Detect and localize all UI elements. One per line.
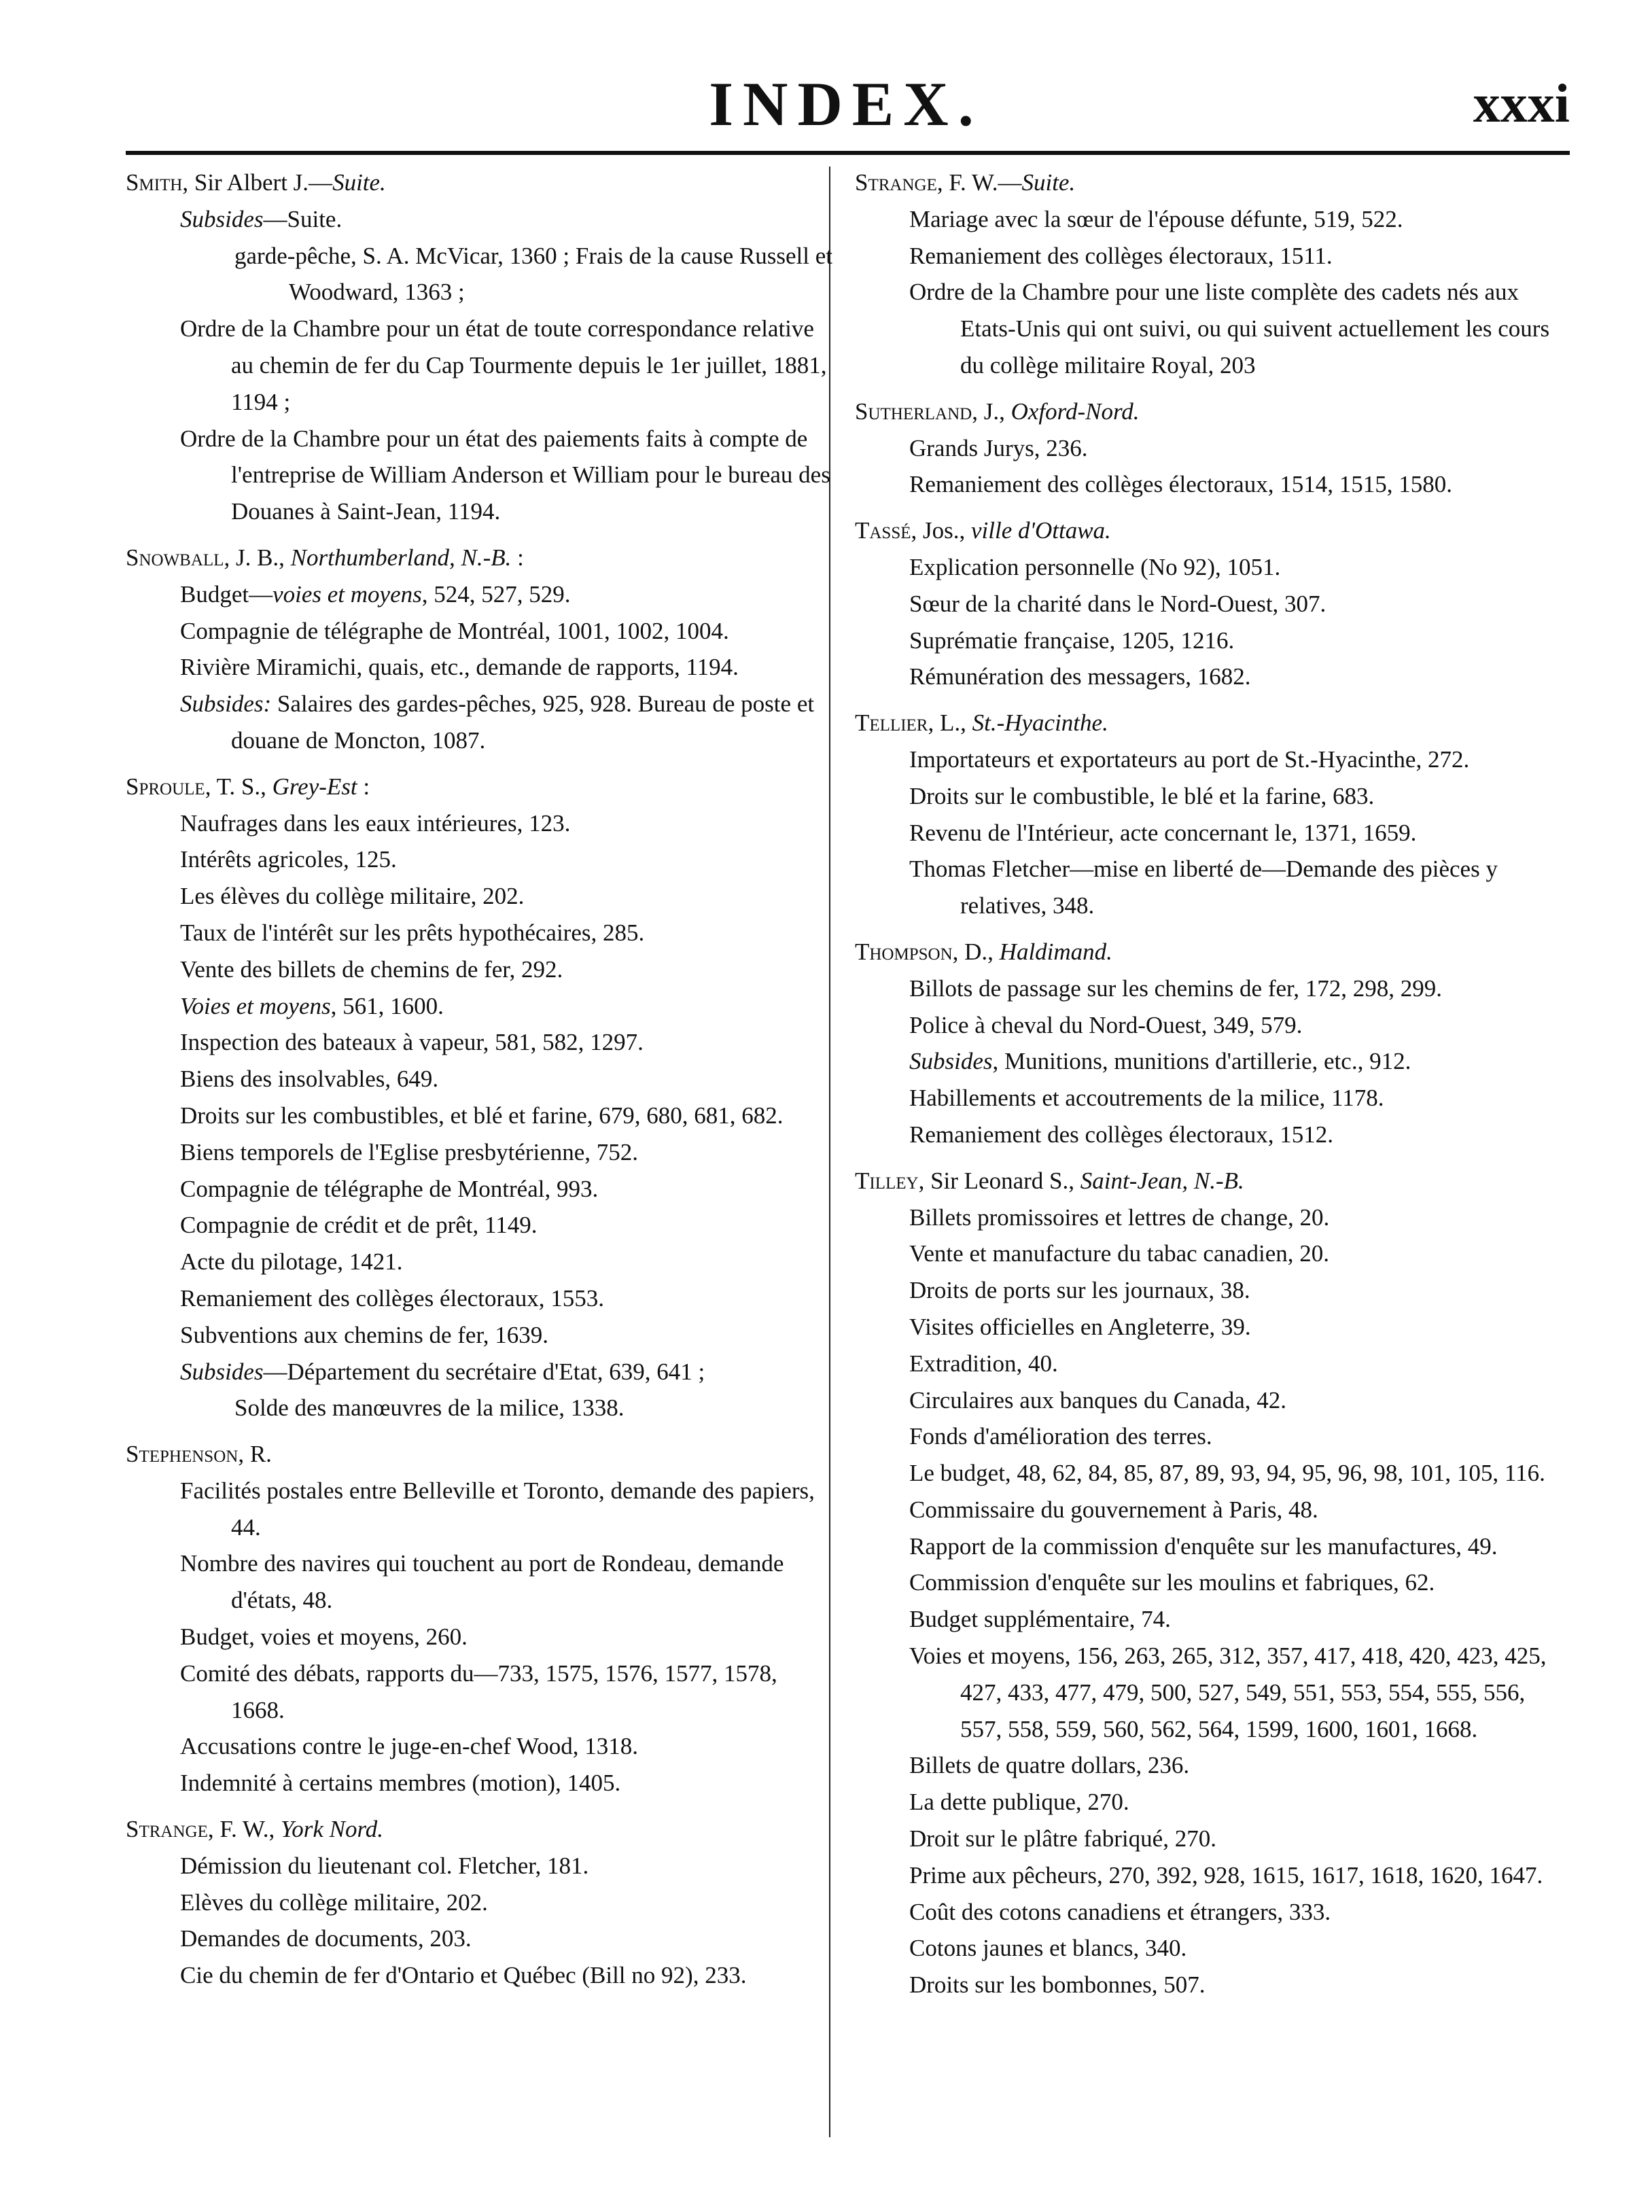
index-item: Explication personnelle (No 92), 1051. [909, 553, 1281, 580]
subsides-suite: —Suite. [263, 205, 342, 232]
entry-heading [126, 1436, 832, 1473]
index-item: Droits de ports sur les journaux, 38. [909, 1277, 1250, 1304]
suite-marker: Suite. [1021, 169, 1076, 196]
index-item [126, 988, 832, 1025]
index-item: Elèves du collège militaire, 202. [180, 1889, 488, 1916]
index-item: Taux de l'intérêt sur les prêts hypothécaires, 285. [180, 919, 645, 946]
index-item: Commissaire du gouvernement à Paris, 48. [909, 1496, 1318, 1523]
riding-name: York Nord. [280, 1816, 384, 1843]
index-item: Droits sur le combustible, le blé et la farine, 683. [909, 782, 1375, 809]
member-given-name: , T. S., [205, 773, 273, 800]
member-given-name: , D., [952, 938, 1000, 965]
index-entry-sutherland [855, 393, 1562, 503]
member-given-name: , F. W.— [936, 169, 1022, 196]
page-title: INDEX. [709, 69, 983, 139]
member-name: Sutherland [855, 398, 972, 425]
index-item: Mariage avec la sœur de l'épouse défunte, 519, 522. [909, 205, 1403, 232]
entry-heading [126, 1811, 832, 1848]
member-given-name: , F. W., [207, 1816, 281, 1843]
index-item: Billots de passage sur les chemins de fer, 172, 298, 299. [909, 975, 1443, 1002]
member-name: Sproule [126, 773, 205, 800]
riding-name: Haldimand. [999, 938, 1112, 965]
riding-name: Saint-Jean, N.-B. [1080, 1167, 1244, 1194]
entry-heading [855, 393, 1562, 430]
page-header [122, 68, 1570, 143]
entry-heading [126, 164, 832, 201]
index-item: Droits sur les bombonnes, 507. [909, 1971, 1206, 1999]
index-item: Sœur de la charité dans le Nord-Ouest, 307. [909, 590, 1326, 617]
index-item: Rapport de la commission d'enquête sur les manufactures, 49. [909, 1532, 1498, 1560]
index-item: Comité des débats, rapports du—733, 1575, 1576, 1577, 1578, 1668. [180, 1660, 777, 1723]
index-item: Rémunération des messagers, 1682. [909, 663, 1251, 690]
index-item: Ordre de la Chambre pour un état des paiements faits à compte de l'entreprise de William Anderson et William pour le bureau des Douanes à Saint-Jean, 1194. [180, 425, 830, 525]
member-name: Tassé [855, 517, 911, 544]
member-name: Strange [855, 169, 937, 196]
heading-punct: : [511, 544, 524, 571]
index-item: Droits sur les combustibles, et blé et farine, 679, 680, 681, 682. [180, 1102, 784, 1129]
member-name: Tellier [855, 709, 928, 737]
index-entry-stephenson [126, 1436, 832, 1802]
index-item: Visites officielles en Angleterre, 39. [909, 1313, 1251, 1340]
index-entry-thompson [855, 934, 1562, 1153]
index-item: garde-pêche, S. A. McVicar, 1360 ; Frais de la cause Russell et Woodward, 1363 ; [234, 242, 832, 306]
index-entry-strange-suite [855, 164, 1562, 384]
right-column [855, 164, 1562, 2013]
member-given-name: , L., [928, 709, 972, 737]
index-item: Extradition, 40. [909, 1350, 1058, 1377]
index-item [126, 686, 832, 759]
index-entry-strange [126, 1811, 832, 1994]
riding-name: ville d'Ottawa. [971, 517, 1111, 544]
index-item: Droit sur le plâtre fabriqué, 270. [909, 1825, 1216, 1853]
index-item: Cie du chemin de fer d'Ontario et Québec (Bill no 92), 233. [180, 1962, 747, 1989]
page-number: xxxi [1473, 74, 1570, 134]
member-name: Thompson [855, 938, 953, 965]
item-rest: , Munitions, munitions d'artillerie, etc., 912. [992, 1048, 1411, 1075]
index-item: Importateurs et exportateurs au port de St.-Hyacinthe, 272. [909, 745, 1470, 773]
index-item: Circulaires aux banques du Canada, 42. [909, 1386, 1286, 1414]
index-item: Fonds d'amélioration des terres. [909, 1423, 1212, 1450]
member-given-name: , Jos., [911, 517, 972, 544]
index-item: Police à cheval du Nord-Ouest, 349, 579. [909, 1011, 1303, 1038]
index-item: Remaniement des collèges électoraux, 1512. [909, 1121, 1333, 1148]
index-item: Nombre des navires qui touchent au port de Rondeau, demande d'états, 48. [180, 1550, 784, 1614]
index-entry-tellier [855, 705, 1562, 924]
item-lead: Budget— [180, 580, 273, 608]
member-name: Snowball [126, 544, 224, 571]
index-item [126, 1354, 832, 1390]
index-item: Biens des insolvables, 649. [180, 1066, 439, 1093]
item-rest: —Département du secrétaire d'Etat, 639, 641 ; [263, 1358, 705, 1385]
index-item: Ordre de la Chambre pour une liste complète des cadets nés aux Etats-Unis qui ont suivi, ou qui suivent actuellement les cours du collège militaire Royal, 203 [909, 279, 1550, 379]
heading-punct: : [357, 773, 370, 800]
index-item: Budget supplémentaire, 74. [909, 1606, 1171, 1633]
member-name: Smith [126, 169, 183, 196]
index-item: Revenu de l'Intérieur, acte concernant le, 1371, 1659. [909, 819, 1417, 846]
entry-heading [126, 540, 832, 576]
index-item: Inspection des bateaux à vapeur, 581, 582, 1297. [180, 1029, 644, 1056]
member-name: Stephenson [126, 1441, 239, 1468]
entry-heading [855, 934, 1562, 970]
entry-heading [855, 512, 1562, 549]
index-item: Habillements et accoutrements de la milice, 1178. [909, 1085, 1384, 1112]
index-item: Intérêts agricoles, 125. [180, 846, 397, 873]
item-rest: , 561, 1600. [330, 992, 444, 1019]
left-column [126, 164, 832, 2003]
index-item: Remaniement des collèges électoraux, 1514, 1515, 1580. [909, 471, 1452, 498]
riding-name: Grey-Est [272, 773, 357, 800]
index-item [126, 576, 832, 613]
index-entry-tasse [855, 512, 1562, 695]
index-item: La dette publique, 270. [909, 1789, 1129, 1816]
index-entry-snowball [126, 540, 832, 759]
index-item: Ordre de la Chambre pour un état de toute correspondance relative au chemin de fer du Cap Tourmente depuis le 1er juillet, 1881, 1194 ; [180, 315, 827, 415]
index-item: Cotons jaunes et blancs, 340. [909, 1935, 1187, 1962]
index-item: Accusations contre le juge-en-chef Wood, 1318. [180, 1733, 638, 1760]
index-item-continuation: Solde des manœuvres de la milice, 1338. [234, 1394, 625, 1422]
index-item: Acte du pilotage, 1421. [180, 1248, 403, 1276]
item-lead-italic: voies et moyens [273, 580, 422, 608]
item-rest: , 524, 527, 529. [421, 580, 571, 608]
index-item: Vente des billets de chemins de fer, 292. [180, 955, 563, 983]
header-rule [126, 151, 1570, 155]
index-item: Grands Jurys, 236. [909, 434, 1088, 461]
member-name: Tilley [855, 1167, 919, 1194]
index-entry-tilley [855, 1163, 1562, 2003]
item-lead-italic: Subsides: [180, 690, 272, 718]
index-item: Rivière Miramichi, quais, etc., demande de rapports, 1194. [180, 654, 739, 681]
index-item: Biens temporels de l'Eglise presbytérienne, 752. [180, 1138, 639, 1165]
index-item: Vente et manufacture du tabac canadien, 20. [909, 1240, 1330, 1267]
index-item: Le budget, 48, 62, 84, 85, 87, 89, 93, 94, 95, 96, 98, 101, 105, 116. [909, 1460, 1545, 1487]
index-item: Demandes de documents, 203. [180, 1925, 472, 1952]
riding-name: St.-Hyacinthe. [972, 709, 1108, 737]
entry-heading [855, 164, 1562, 201]
member-name: Strange [126, 1816, 208, 1843]
subsides-label: Subsides [180, 205, 264, 232]
member-given-name: , J. B., [224, 544, 291, 571]
index-item: Indemnité à certains membres (motion), 1405. [180, 1770, 621, 1797]
index-item: Démission du lieutenant col. Fletcher, 181. [180, 1852, 589, 1879]
index-item: Budget, voies et moyens, 260. [180, 1623, 468, 1651]
index-item: Commission d'enquête sur les moulins et fabriques, 62. [909, 1569, 1435, 1596]
item-lead-italic: Subsides [180, 1358, 264, 1385]
index-entry-sproule [126, 769, 832, 1426]
index-item: Remaniement des collèges électoraux, 1553. [180, 1284, 604, 1312]
index-item: Compagnie de crédit et de prêt, 1149. [180, 1212, 538, 1239]
index-item: Suprématie française, 1205, 1216. [909, 627, 1235, 654]
item-lead-italic: Voies et moyens [180, 992, 331, 1019]
member-given-name: , R. [238, 1441, 272, 1468]
index-item: Prime aux pêcheurs, 270, 392, 928, 1615, 1617, 1618, 1620, 1647. [909, 1861, 1543, 1889]
index-item: Subventions aux chemins de fer, 1639. [180, 1321, 548, 1348]
index-item: Coût des cotons canadiens et étrangers, 333. [909, 1898, 1331, 1925]
riding-name: Northumberland, N.-B. [290, 544, 512, 571]
subheading [126, 201, 832, 238]
member-given-name: , Sir Leonard S., [918, 1167, 1080, 1194]
index-item: Voies et moyens, 156, 263, 265, 312, 357, 417, 418, 420, 423, 425, 427, 433, 477, 479, 500, 527, 549, 551, 553, 554, 555, 556, 557, 558, 559, 560, 562, 564, 1599, 1600, 1601, 1668. [909, 1643, 1547, 1742]
index-item: Facilités postales entre Belleville et Toronto, demande des papiers, 44. [180, 1477, 815, 1541]
index-entry-smith [126, 164, 832, 530]
index-item: Thomas Fletcher—mise en liberté de—Demande des pièces y relatives, 348. [909, 856, 1498, 919]
index-item: Les élèves du collège militaire, 202. [180, 883, 525, 910]
item-rest: Salaires des gardes-pêches, 925, 928. Bureau de poste et douane de Moncton, 1087. [231, 690, 815, 754]
index-item: Billets de quatre dollars, 236. [909, 1752, 1190, 1779]
index-item: Naufrages dans les eaux intérieures, 123. [180, 809, 571, 837]
member-given-name: , Sir Albert J.— [182, 169, 333, 196]
entry-heading [855, 1163, 1562, 1199]
member-given-name: , J., [972, 398, 1011, 425]
index-item: Remaniement des collèges électoraux, 1511. [909, 242, 1333, 269]
entry-heading [126, 769, 832, 805]
item-lead-italic: Subsides [909, 1048, 993, 1075]
index-item: Billets promissoires et lettres de change, 20. [909, 1204, 1330, 1231]
riding-name: Oxford-Nord. [1010, 398, 1140, 425]
index-item [855, 1043, 1562, 1080]
suite-marker: Suite. [332, 169, 386, 196]
index-item: Compagnie de télégraphe de Montréal, 993. [180, 1175, 599, 1202]
index-item: Compagnie de télégraphe de Montréal, 1001, 1002, 1004. [180, 617, 729, 644]
entry-heading [855, 705, 1562, 741]
